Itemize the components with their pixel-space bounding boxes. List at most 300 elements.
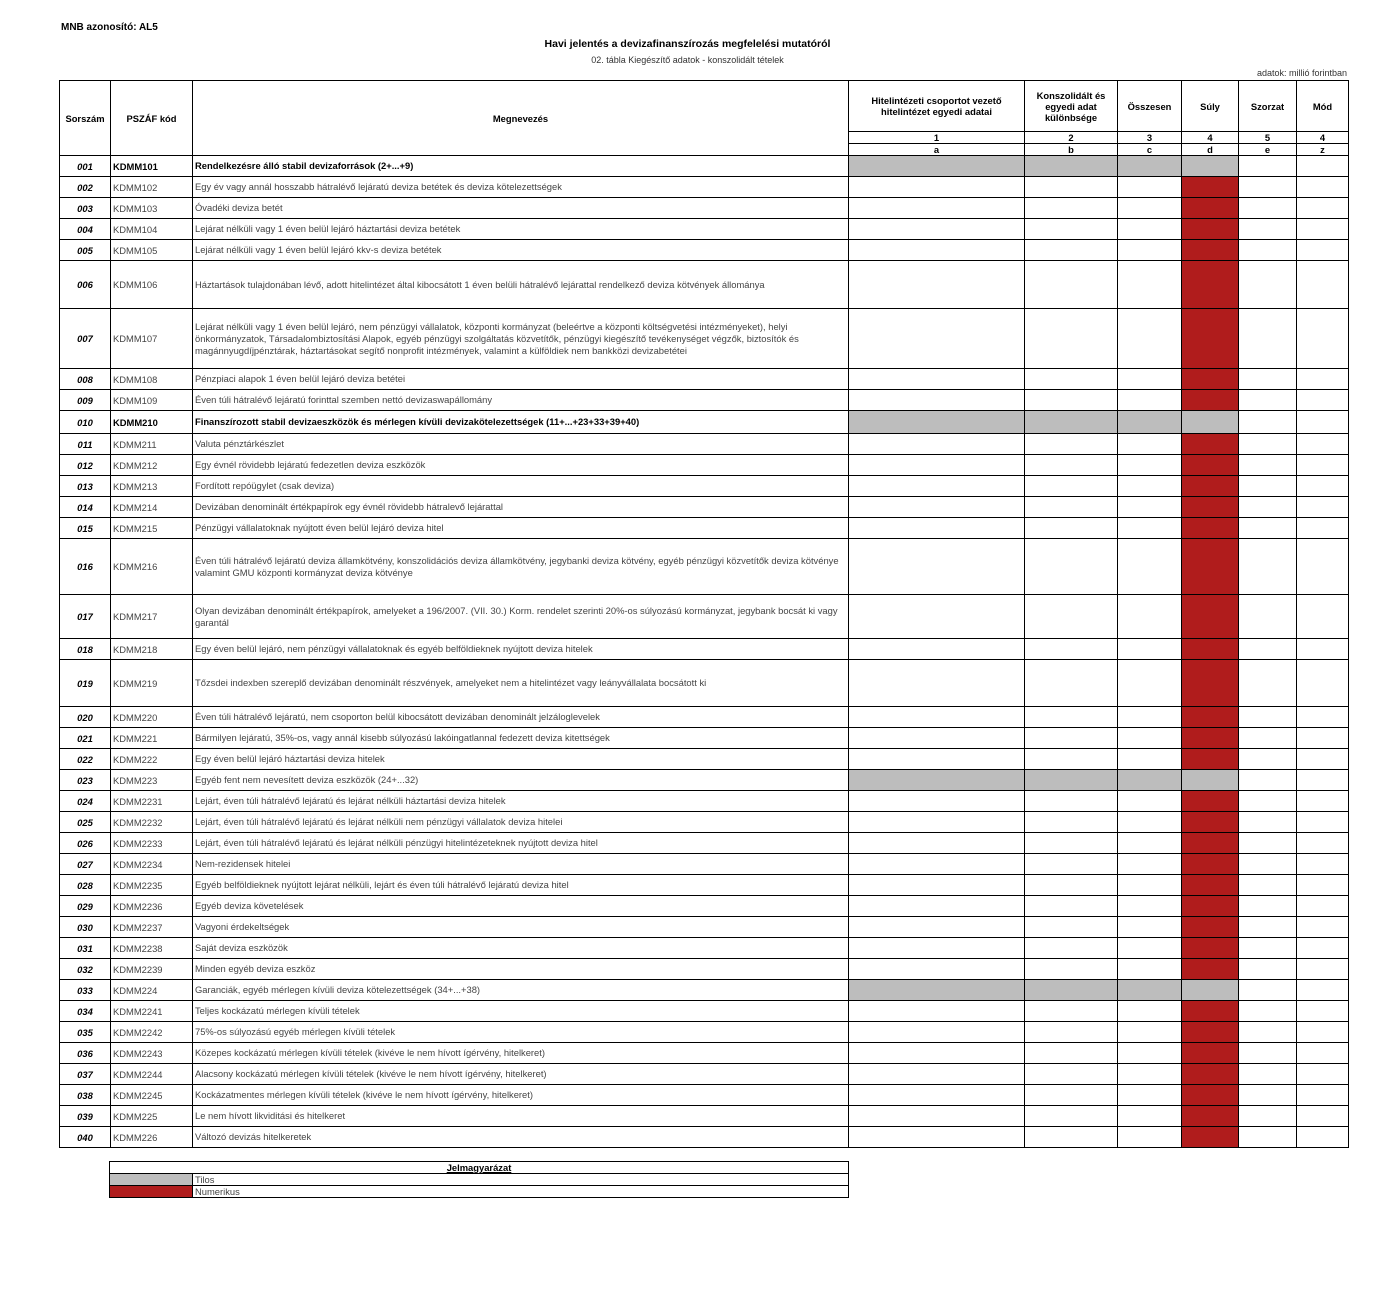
input-cell[interactable] — [1297, 261, 1349, 309]
numeric-cell[interactable] — [1182, 309, 1239, 369]
input-cell[interactable] — [1118, 959, 1182, 980]
input-cell[interactable] — [1297, 539, 1349, 595]
input-cell[interactable] — [1025, 539, 1118, 595]
input-cell[interactable] — [1239, 177, 1297, 198]
input-cell[interactable] — [1025, 728, 1118, 749]
input-cell[interactable] — [1297, 728, 1349, 749]
input-cell[interactable] — [1239, 1106, 1297, 1127]
input-cell[interactable] — [1239, 791, 1297, 812]
row-number: 016 — [60, 539, 111, 595]
row-number: 036 — [60, 1043, 111, 1064]
disabled-cell — [1182, 411, 1239, 434]
row-number: 021 — [60, 728, 111, 749]
input-cell[interactable] — [1239, 854, 1297, 875]
row-code: KDMM103 — [111, 198, 193, 219]
table-row — [60, 833, 1349, 854]
input-cell[interactable] — [1297, 1022, 1349, 1043]
numeric-cell[interactable] — [1182, 369, 1239, 390]
input-cell[interactable] — [1297, 1001, 1349, 1022]
numeric-cell[interactable] — [1182, 1064, 1239, 1085]
input-cell[interactable] — [849, 812, 1025, 833]
numeric-cell[interactable] — [1182, 791, 1239, 812]
row-number: 030 — [60, 917, 111, 938]
input-cell[interactable] — [1025, 791, 1118, 812]
numeric-cell[interactable] — [1182, 959, 1239, 980]
input-cell[interactable] — [1297, 812, 1349, 833]
input-cell[interactable] — [1297, 749, 1349, 770]
row-number: 035 — [60, 1022, 111, 1043]
input-cell[interactable] — [1239, 660, 1297, 707]
input-cell[interactable] — [849, 1085, 1025, 1106]
input-cell[interactable] — [849, 1043, 1025, 1064]
numeric-cell[interactable] — [1182, 1043, 1239, 1064]
input-cell[interactable] — [1025, 369, 1118, 390]
input-cell[interactable] — [1025, 476, 1118, 497]
input-cell[interactable] — [1118, 639, 1182, 660]
input-cell[interactable] — [1297, 219, 1349, 240]
numeric-cell[interactable] — [1182, 1106, 1239, 1127]
input-cell[interactable] — [1025, 455, 1118, 476]
input-cell[interactable] — [849, 1022, 1025, 1043]
table-row — [60, 539, 1349, 595]
numeric-cell[interactable] — [1182, 896, 1239, 917]
input-cell[interactable] — [1118, 938, 1182, 959]
row-code: KDMM215 — [111, 518, 193, 539]
input-cell[interactable] — [1118, 476, 1182, 497]
input-cell[interactable] — [849, 240, 1025, 261]
input-cell[interactable] — [1025, 1043, 1118, 1064]
numeric-cell[interactable] — [1182, 1022, 1239, 1043]
input-cell[interactable] — [849, 1064, 1025, 1085]
disabled-cell — [1025, 156, 1118, 177]
input-cell[interactable] — [1297, 198, 1349, 219]
legend-label: Tilos — [193, 1174, 849, 1186]
row-code: KDMM2243 — [111, 1043, 193, 1064]
input-cell[interactable] — [849, 455, 1025, 476]
input-cell[interactable] — [1118, 595, 1182, 639]
numeric-cell[interactable] — [1182, 219, 1239, 240]
input-cell[interactable] — [1297, 707, 1349, 728]
input-cell[interactable] — [849, 791, 1025, 812]
col-megnevezes: Megnevezés — [193, 81, 849, 156]
input-cell[interactable] — [1118, 812, 1182, 833]
disabled-cell — [1025, 411, 1118, 434]
input-cell[interactable] — [1025, 875, 1118, 896]
input-cell[interactable] — [1118, 390, 1182, 411]
input-cell[interactable] — [1239, 749, 1297, 770]
input-cell[interactable] — [849, 896, 1025, 917]
disabled-cell — [1025, 770, 1118, 791]
numeric-cell[interactable] — [1182, 390, 1239, 411]
input-cell[interactable] — [1025, 309, 1118, 369]
input-cell[interactable] — [1118, 240, 1182, 261]
input-cell[interactable] — [1239, 476, 1297, 497]
row-code: KDMM2242 — [111, 1022, 193, 1043]
input-cell[interactable] — [1025, 177, 1118, 198]
input-cell[interactable] — [1239, 261, 1297, 309]
input-cell[interactable] — [1025, 660, 1118, 707]
input-cell[interactable] — [1025, 707, 1118, 728]
input-cell[interactable] — [1297, 1043, 1349, 1064]
input-cell[interactable] — [1025, 833, 1118, 854]
input-cell[interactable] — [1118, 1064, 1182, 1085]
row-code: KDMM102 — [111, 177, 193, 198]
input-cell[interactable] — [1118, 917, 1182, 938]
input-cell[interactable] — [1239, 455, 1297, 476]
input-cell[interactable] — [1297, 369, 1349, 390]
input-cell[interactable] — [849, 497, 1025, 518]
numeric-cell[interactable] — [1182, 261, 1239, 309]
input-cell[interactable] — [1297, 833, 1349, 854]
numeric-cell[interactable] — [1182, 707, 1239, 728]
input-cell[interactable] — [1297, 497, 1349, 518]
input-cell[interactable] — [1025, 639, 1118, 660]
numeric-cell[interactable] — [1182, 938, 1239, 959]
input-cell[interactable] — [1239, 980, 1297, 1001]
row-code: KDMM2237 — [111, 917, 193, 938]
table-row — [60, 1064, 1349, 1085]
input-cell[interactable] — [849, 177, 1025, 198]
disabled-cell — [849, 411, 1025, 434]
input-cell[interactable] — [1025, 854, 1118, 875]
input-cell[interactable] — [849, 833, 1025, 854]
row-name: 75%-os súlyozású egyéb mérlegen kívüli tételek — [193, 1022, 849, 1043]
input-cell[interactable] — [1118, 791, 1182, 812]
input-cell[interactable] — [1118, 1022, 1182, 1043]
table-row — [60, 390, 1349, 411]
report-title: Havi jelentés a devizafinanszírozás megfelelési mutatóról — [544, 38, 831, 50]
input-cell[interactable] — [1239, 833, 1297, 854]
input-cell[interactable] — [1118, 219, 1182, 240]
input-cell[interactable] — [1297, 639, 1349, 660]
input-cell[interactable] — [1297, 938, 1349, 959]
input-cell[interactable] — [1297, 455, 1349, 476]
report-subtitle: 02. tábla Kiegészítő adatok - konszolidált tételek — [591, 55, 784, 65]
row-number: 022 — [60, 749, 111, 770]
input-cell[interactable] — [1239, 390, 1297, 411]
col-letter: c — [1118, 144, 1182, 156]
input-cell[interactable] — [1118, 261, 1182, 309]
row-number: 011 — [60, 434, 111, 455]
input-cell[interactable] — [849, 219, 1025, 240]
input-cell[interactable] — [1239, 1127, 1297, 1148]
legend-label: Numerikus — [193, 1186, 849, 1198]
row-name: Egy év vagy annál hosszabb hátralévő lejáratú deviza betétek és deviza kötelezettségek — [193, 177, 849, 198]
numeric-cell[interactable] — [1182, 177, 1239, 198]
input-cell[interactable] — [1239, 497, 1297, 518]
input-cell[interactable] — [849, 309, 1025, 369]
input-cell[interactable] — [1025, 1085, 1118, 1106]
row-name: Teljes kockázatú mérlegen kívüli tételek — [193, 1001, 849, 1022]
input-cell[interactable] — [1118, 518, 1182, 539]
numeric-cell[interactable] — [1182, 812, 1239, 833]
input-cell[interactable] — [1025, 1127, 1118, 1148]
input-cell[interactable] — [1239, 539, 1297, 595]
row-name: Kockázatmentes mérlegen kívüli tételek (kivéve le nem hívott ígérvény, hitelkeret) — [193, 1085, 849, 1106]
input-cell[interactable] — [1025, 595, 1118, 639]
numeric-cell[interactable] — [1182, 198, 1239, 219]
input-cell[interactable] — [1118, 833, 1182, 854]
row-name: Éven túli hátralévő lejáratú forinttal szemben nettó devizaswapállomány — [193, 390, 849, 411]
row-number: 027 — [60, 854, 111, 875]
input-cell[interactable] — [849, 917, 1025, 938]
input-cell[interactable] — [1118, 434, 1182, 455]
numeric-cell[interactable] — [1182, 917, 1239, 938]
input-cell[interactable] — [1118, 749, 1182, 770]
row-number: 024 — [60, 791, 111, 812]
row-name: Rendelkezésre álló stabil devizaforrások (2+...+9) — [193, 156, 849, 177]
table-row — [60, 875, 1349, 896]
input-cell[interactable] — [1297, 660, 1349, 707]
input-cell[interactable] — [1297, 476, 1349, 497]
input-cell[interactable] — [1239, 1001, 1297, 1022]
numeric-cell[interactable] — [1182, 497, 1239, 518]
input-cell[interactable] — [1297, 917, 1349, 938]
input-cell[interactable] — [1297, 309, 1349, 369]
numeric-cell[interactable] — [1182, 749, 1239, 770]
row-code: KDMM2234 — [111, 854, 193, 875]
input-cell[interactable] — [849, 369, 1025, 390]
input-cell[interactable] — [1239, 728, 1297, 749]
input-cell[interactable] — [1118, 198, 1182, 219]
numeric-cell[interactable] — [1182, 518, 1239, 539]
input-cell[interactable] — [1297, 240, 1349, 261]
row-name: Lejárat nélküli vagy 1 éven belül lejáró kkv-s deviza betétek — [193, 240, 849, 261]
numeric-cell[interactable] — [1182, 1001, 1239, 1022]
input-cell[interactable] — [849, 660, 1025, 707]
input-cell[interactable] — [849, 1001, 1025, 1022]
input-cell[interactable] — [1118, 539, 1182, 595]
input-cell[interactable] — [849, 1127, 1025, 1148]
input-cell[interactable] — [849, 476, 1025, 497]
table-row — [60, 959, 1349, 980]
input-cell[interactable] — [1297, 1085, 1349, 1106]
input-cell[interactable] — [1025, 390, 1118, 411]
numeric-cell[interactable] — [1182, 240, 1239, 261]
input-cell[interactable] — [1118, 707, 1182, 728]
input-cell[interactable] — [1239, 770, 1297, 791]
input-cell[interactable] — [1118, 455, 1182, 476]
input-cell[interactable] — [849, 749, 1025, 770]
input-cell[interactable] — [1025, 1064, 1118, 1085]
numeric-cell[interactable] — [1182, 639, 1239, 660]
row-number: 008 — [60, 369, 111, 390]
legend-swatch-grey — [110, 1174, 193, 1186]
input-cell[interactable] — [1239, 411, 1297, 434]
input-cell[interactable] — [1239, 1043, 1297, 1064]
input-cell[interactable] — [1118, 660, 1182, 707]
input-cell[interactable] — [1239, 595, 1297, 639]
row-name: Lejárat nélküli vagy 1 éven belül lejáró, nem pénzügyi vállalatok, központi kormányzat (beleértve a központi költségvetési intézményeket), helyi önkormányzatok, Társadalombiztosítási Alapok, egyéb pénzügyi szolgáltatás közvetítők, pénzügyi kiegészítő tevékenységet végzők, biztosítók és magánnyugdíjpénztárak, háztartásokat segítő nonprofit intézmények, valamint a külföldiek nem bankközi devizabetétei — [193, 309, 849, 369]
input-cell[interactable] — [1118, 177, 1182, 198]
input-cell[interactable] — [1297, 595, 1349, 639]
numeric-cell[interactable] — [1182, 875, 1239, 896]
input-cell[interactable] — [1239, 369, 1297, 390]
input-cell[interactable] — [1118, 1127, 1182, 1148]
numeric-cell[interactable] — [1182, 434, 1239, 455]
input-cell[interactable] — [1239, 240, 1297, 261]
input-cell[interactable] — [849, 938, 1025, 959]
numeric-cell[interactable] — [1182, 1085, 1239, 1106]
table-row — [60, 917, 1349, 938]
numeric-cell[interactable] — [1182, 728, 1239, 749]
input-cell[interactable] — [1118, 728, 1182, 749]
table-row — [60, 198, 1349, 219]
numeric-cell[interactable] — [1182, 595, 1239, 639]
input-cell[interactable] — [1297, 791, 1349, 812]
input-cell[interactable] — [1025, 497, 1118, 518]
input-cell[interactable] — [1239, 156, 1297, 177]
input-cell[interactable] — [849, 728, 1025, 749]
input-cell[interactable] — [1118, 497, 1182, 518]
input-cell[interactable] — [1118, 875, 1182, 896]
input-cell[interactable] — [1239, 198, 1297, 219]
input-cell[interactable] — [1025, 434, 1118, 455]
input-cell[interactable] — [1297, 770, 1349, 791]
input-cell[interactable] — [1239, 1085, 1297, 1106]
numeric-cell[interactable] — [1182, 1127, 1239, 1148]
input-cell[interactable] — [1025, 1001, 1118, 1022]
input-cell[interactable] — [849, 854, 1025, 875]
col-letter: b — [1025, 144, 1118, 156]
input-cell[interactable] — [849, 434, 1025, 455]
col-letter: d — [1182, 144, 1239, 156]
input-cell[interactable] — [1239, 1022, 1297, 1043]
input-cell[interactable] — [1297, 390, 1349, 411]
input-cell[interactable] — [849, 390, 1025, 411]
input-cell[interactable] — [1239, 896, 1297, 917]
input-cell[interactable] — [1297, 854, 1349, 875]
input-cell[interactable] — [1297, 1127, 1349, 1148]
table-row — [60, 1001, 1349, 1022]
input-cell[interactable] — [1118, 1106, 1182, 1127]
row-code: KDMM222 — [111, 749, 193, 770]
input-cell[interactable] — [1025, 1022, 1118, 1043]
row-number: 032 — [60, 959, 111, 980]
table-row — [60, 1106, 1349, 1127]
row-name: Egyéb belföldieknek nyújtott lejárat nélküli, lejárt és éven túli hátralévő lejáratú deviza hitel — [193, 875, 849, 896]
numeric-cell[interactable] — [1182, 539, 1239, 595]
input-cell[interactable] — [1297, 959, 1349, 980]
input-cell[interactable] — [849, 875, 1025, 896]
input-cell[interactable] — [849, 261, 1025, 309]
input-cell[interactable] — [1118, 309, 1182, 369]
input-cell[interactable] — [1118, 369, 1182, 390]
input-cell[interactable] — [1025, 261, 1118, 309]
input-cell[interactable] — [1025, 938, 1118, 959]
input-cell[interactable] — [1025, 812, 1118, 833]
input-cell[interactable] — [849, 707, 1025, 728]
input-cell[interactable] — [1297, 156, 1349, 177]
input-cell[interactable] — [1239, 938, 1297, 959]
input-cell[interactable] — [849, 198, 1025, 219]
row-code: KDMM2245 — [111, 1085, 193, 1106]
input-cell[interactable] — [1025, 518, 1118, 539]
numeric-cell[interactable] — [1182, 833, 1239, 854]
input-cell[interactable] — [1239, 1064, 1297, 1085]
input-cell[interactable] — [1297, 1064, 1349, 1085]
input-cell[interactable] — [1025, 917, 1118, 938]
input-cell[interactable] — [1025, 1106, 1118, 1127]
input-cell[interactable] — [1118, 854, 1182, 875]
row-code: KDMM2239 — [111, 959, 193, 980]
numeric-cell[interactable] — [1182, 660, 1239, 707]
table-row — [60, 1085, 1349, 1106]
row-code: KDMM107 — [111, 309, 193, 369]
disabled-cell — [1118, 156, 1182, 177]
input-cell[interactable] — [849, 518, 1025, 539]
input-cell[interactable] — [1025, 896, 1118, 917]
input-cell[interactable] — [849, 639, 1025, 660]
input-cell[interactable] — [1118, 1085, 1182, 1106]
table-row — [60, 749, 1349, 770]
input-cell[interactable] — [1239, 434, 1297, 455]
input-cell[interactable] — [1118, 1001, 1182, 1022]
input-cell[interactable] — [1239, 518, 1297, 539]
input-cell[interactable] — [1025, 198, 1118, 219]
input-cell[interactable] — [1025, 749, 1118, 770]
input-cell[interactable] — [1239, 875, 1297, 896]
table-row — [60, 518, 1349, 539]
table-row — [60, 177, 1349, 198]
input-cell[interactable] — [1297, 980, 1349, 1001]
input-cell[interactable] — [1025, 219, 1118, 240]
input-cell[interactable] — [849, 595, 1025, 639]
row-number: 001 — [60, 156, 111, 177]
input-cell[interactable] — [1239, 959, 1297, 980]
input-cell[interactable] — [1025, 240, 1118, 261]
row-name: Egyéb fent nem nevesített deviza eszközök (24+...32) — [193, 770, 849, 791]
input-cell[interactable] — [1239, 639, 1297, 660]
input-cell[interactable] — [1118, 896, 1182, 917]
input-cell[interactable] — [1239, 219, 1297, 240]
input-cell[interactable] — [1297, 177, 1349, 198]
row-code: KDMM223 — [111, 770, 193, 791]
input-cell[interactable] — [1239, 707, 1297, 728]
input-cell[interactable] — [1025, 959, 1118, 980]
table-row — [60, 728, 1349, 749]
input-cell[interactable] — [1297, 518, 1349, 539]
row-name: Nem-rezidensek hitelei — [193, 854, 849, 875]
numeric-cell[interactable] — [1182, 476, 1239, 497]
numeric-cell[interactable] — [1182, 854, 1239, 875]
input-cell[interactable] — [1297, 875, 1349, 896]
numeric-cell[interactable] — [1182, 455, 1239, 476]
input-cell[interactable] — [849, 1106, 1025, 1127]
input-cell[interactable] — [849, 539, 1025, 595]
input-cell[interactable] — [849, 959, 1025, 980]
input-cell[interactable] — [1297, 411, 1349, 434]
row-number: 012 — [60, 455, 111, 476]
row-number: 017 — [60, 595, 111, 639]
row-name: Fordított repóügylet (csak deviza) — [193, 476, 849, 497]
table-row — [60, 261, 1349, 309]
input-cell[interactable] — [1297, 896, 1349, 917]
row-name: Le nem hívott likviditási és hitelkeret — [193, 1106, 849, 1127]
row-name: Valuta pénztárkészlet — [193, 434, 849, 455]
input-cell[interactable] — [1239, 309, 1297, 369]
input-cell[interactable] — [1239, 812, 1297, 833]
input-cell[interactable] — [1297, 434, 1349, 455]
input-cell[interactable] — [1118, 1043, 1182, 1064]
input-cell[interactable] — [1239, 917, 1297, 938]
table-row — [60, 219, 1349, 240]
row-code: KDMM212 — [111, 455, 193, 476]
table-row — [60, 1127, 1349, 1148]
row-code: KDMM224 — [111, 980, 193, 1001]
row-name: Egy éven belül lejáró, nem pénzügyi vállalatoknak és egyéb belföldieknek nyújtott deviza hitelek — [193, 639, 849, 660]
input-cell[interactable] — [1297, 1106, 1349, 1127]
